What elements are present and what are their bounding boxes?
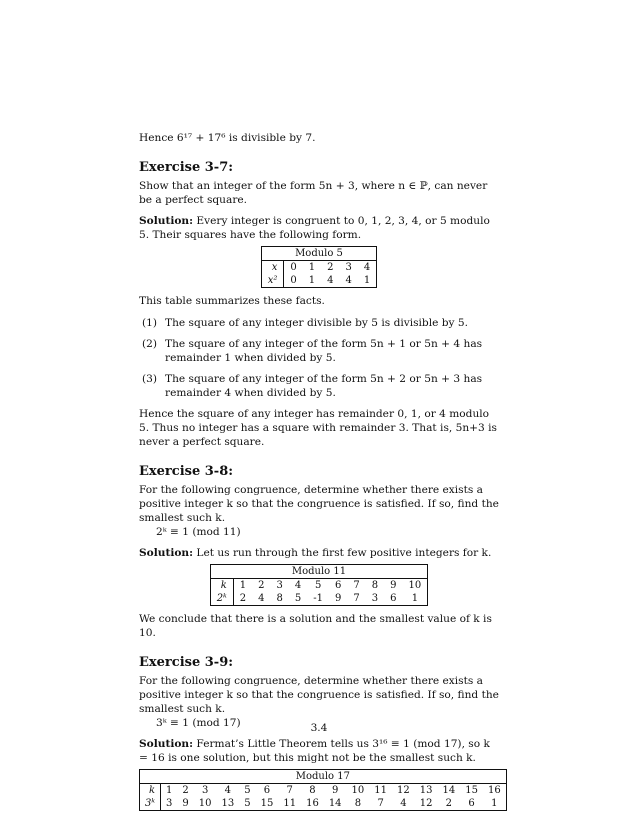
- exercise-3-8-statement: For the following congruence, determine whether there exists a positive integer k so that the congruence is satisfied. If so, find the smallest such k.: [139, 484, 499, 524]
- exercise-3-8-title: Exercise 3-8:: [139, 464, 234, 479]
- table-cell: 1: [166, 785, 173, 796]
- table-cell: 8: [309, 785, 316, 796]
- table-cell: 4: [327, 275, 334, 286]
- table-cell: 4: [224, 785, 232, 796]
- table-cell: 4: [345, 275, 352, 286]
- row-head: x: [261, 261, 284, 275]
- modulo-5-table: [261, 246, 378, 288]
- list-text: The square of any integer of the form 5n + 1 or 5n + 4 has remainder 1 when divided by 5.: [165, 338, 483, 364]
- table-cell: 6: [390, 593, 397, 604]
- table-cell: 7: [353, 593, 360, 604]
- table-cell: 3: [166, 798, 173, 809]
- table-cell: 2: [239, 593, 247, 604]
- table-cell: 15: [465, 785, 478, 796]
- intro-line: Hence 6¹⁷ + 17⁶ is divisible by 7.: [139, 132, 316, 144]
- table-cell: 4: [294, 580, 302, 591]
- page-number: 3.4: [310, 722, 328, 734]
- table-caption: Modulo 5: [261, 247, 377, 261]
- table-cell: 12: [419, 798, 433, 809]
- table-cell: 2: [258, 580, 265, 591]
- table-cell: 14: [442, 785, 456, 796]
- list-number: (1): [142, 317, 158, 329]
- exercise-3-7-title: Exercise 3-7:: [139, 160, 234, 175]
- table-cell: 16: [487, 785, 501, 796]
- exercise-3-8-solution: [139, 546, 499, 560]
- table-cell: 15: [260, 798, 274, 809]
- table-cell: 12: [397, 785, 410, 796]
- list-text: The square of any integer of the form 5n + 2 or 5n + 3 has remainder 4 when divided by 5.: [165, 373, 483, 399]
- document-page: [139, 131, 499, 817]
- modulo-17-table: [139, 769, 507, 811]
- exercise-3-8-congruence: 2ᵏ ≡ 1 (mod 11): [156, 526, 241, 538]
- table-cell: 8: [276, 593, 283, 604]
- table-cell: 9: [331, 785, 339, 796]
- table-cell: 8: [354, 798, 362, 809]
- table-cell: 11: [283, 798, 297, 809]
- row-head: 3ᵏ: [140, 797, 161, 811]
- exercise-3-8-conclusion: We conclude that there is a solution and the smallest value of k is 10.: [139, 613, 492, 639]
- row-head: x²: [261, 274, 284, 288]
- exercise-3-9-congruence: 3ᵏ ≡ 1 (mod 17): [156, 717, 241, 729]
- table-cell: 4: [400, 798, 407, 809]
- table-cell: 1: [308, 262, 316, 273]
- table-cell: 10: [408, 580, 422, 591]
- table-cell: 6: [335, 580, 342, 591]
- table-cell: 1: [308, 275, 316, 286]
- table-cell: 11: [374, 785, 388, 796]
- table-cell: 14: [328, 798, 342, 809]
- list-item: [139, 316, 499, 330]
- table-cell: 10: [198, 798, 212, 809]
- list-number: (3): [142, 373, 158, 385]
- solution-label: Solution:: [139, 547, 194, 559]
- row-head: 2ᵏ: [210, 592, 233, 606]
- table-row: [261, 261, 377, 275]
- list-item: [139, 337, 499, 365]
- table-cell: 4: [363, 262, 371, 273]
- table-cell: 7: [353, 580, 360, 591]
- exercise-3-7-solution: [139, 214, 499, 242]
- table-cell: 5: [244, 785, 251, 796]
- table-cell: 9: [335, 593, 342, 604]
- exercise-3-9-title: Exercise 3-9:: [139, 655, 234, 670]
- exercise-3-7-conclusion: Hence the square of any integer has remainder 0, 1, or 4 modulo 5. Thus no integer has a square with remainder 3. That is, 5n+3 is never a perfect square.: [139, 408, 497, 448]
- table-cell: 5: [314, 580, 322, 591]
- table-cell: 2: [445, 798, 453, 809]
- table-cell: 8: [371, 580, 379, 591]
- table-cell: 2: [327, 262, 334, 273]
- table-cell: 9: [390, 580, 397, 591]
- exercise-3-7-statement: Show that an integer of the form 5n + 3, where n ∈ ℙ, can never be a perfect square.: [139, 180, 488, 206]
- list-text: The square of any integer divisible by 5 is divisible by 5.: [165, 317, 468, 329]
- row-head: k: [210, 579, 233, 593]
- table-caption: Modulo 17: [140, 770, 507, 784]
- table-cell: 1: [411, 593, 419, 604]
- solution-text: Fermat’s Little Theorem tells us 3¹⁶ ≡ 1 (mod 17), so k = 16 is one solution, but this might not be the smallest such k.: [139, 738, 490, 764]
- table-cell: 1: [491, 798, 498, 809]
- table-caption: Modulo 11: [210, 565, 428, 579]
- table-cell: 5: [244, 798, 251, 809]
- solution-label: Solution:: [139, 215, 194, 227]
- table-cell: 6: [263, 785, 271, 796]
- table-cell: 13: [419, 785, 433, 796]
- list-number: (2): [142, 338, 158, 350]
- table-cell: 1: [363, 275, 371, 286]
- table-row: [210, 579, 428, 593]
- table-cell: 3: [201, 785, 209, 796]
- solution-label: Solution:: [139, 738, 194, 750]
- table-cell: 2: [182, 785, 189, 796]
- table-summary: This table summarizes these facts.: [139, 295, 325, 307]
- table-cell: 0: [290, 262, 297, 273]
- solution-text: Let us run through the first few positive integers for k.: [196, 547, 492, 559]
- facts-list: [139, 316, 499, 400]
- table-cell: 5: [294, 593, 302, 604]
- table-cell: 3: [276, 580, 283, 591]
- table-cell: 3: [371, 593, 379, 604]
- table-row: [261, 274, 377, 288]
- table-cell: 16: [306, 798, 319, 809]
- table-cell: 6: [468, 798, 475, 809]
- table-cell: 4: [258, 593, 265, 604]
- table-row: [140, 784, 507, 798]
- modulo-11-table: [210, 564, 429, 606]
- table-cell: 1: [239, 580, 247, 591]
- table-row: [210, 592, 428, 606]
- row-head: k: [140, 784, 161, 798]
- table-cell: -1: [313, 593, 324, 604]
- table-cell: 10: [351, 785, 365, 796]
- solution-text: Every integer is congruent to 0, 1, 2, 3, 4, or 5 modulo 5. Their squares have the following form.: [139, 215, 490, 241]
- table-cell: 0: [290, 275, 297, 286]
- table-cell: 7: [286, 785, 293, 796]
- exercise-3-9-solution: [139, 737, 499, 765]
- table-cell: 7: [377, 798, 384, 809]
- table-cell: 13: [221, 798, 235, 809]
- list-item: [139, 372, 499, 400]
- table-row: [140, 797, 507, 811]
- table-cell: 9: [182, 798, 189, 809]
- exercise-3-9-statement: For the following congruence, determine whether there exists a positive integer k so that the congruence is satisfied. If so, find the smallest such k.: [139, 675, 499, 715]
- table-cell: 3: [345, 262, 352, 273]
